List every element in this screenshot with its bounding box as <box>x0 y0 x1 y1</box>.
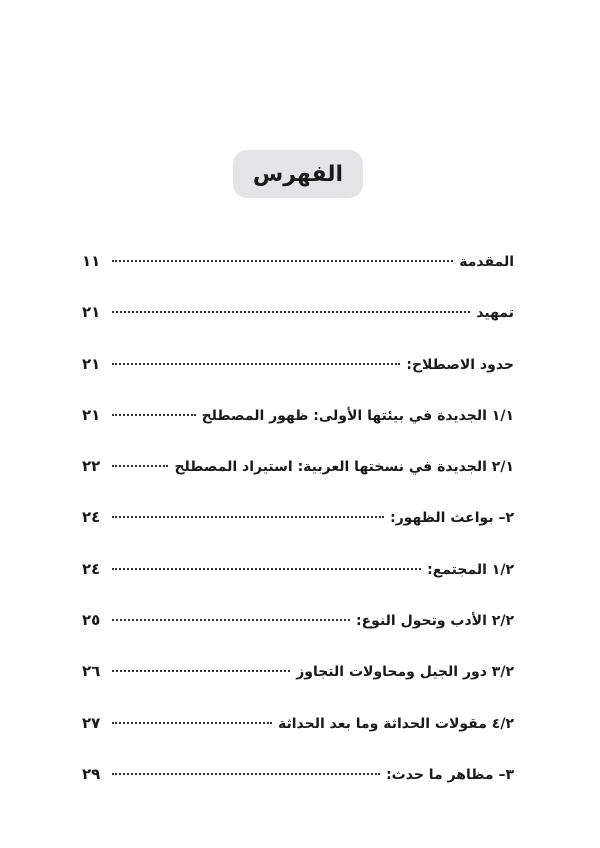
toc-page-number: ٢١ <box>82 303 101 322</box>
toc-entry-title: المقدمة <box>459 254 514 270</box>
dot-leader <box>112 311 470 313</box>
toc-entry <box>82 611 514 662</box>
dot-leader <box>112 670 290 672</box>
toc-entry <box>82 355 514 406</box>
toc-page-number: ٢١ <box>82 405 101 424</box>
dot-leader <box>112 773 380 775</box>
page-title: الفهرس <box>252 161 344 187</box>
toc-title-box <box>233 150 363 198</box>
toc-entry-title: ١/١ الجديدة في بيئتها الأولى: ظهور المصطلح <box>201 407 514 424</box>
dot-leader <box>112 260 453 262</box>
dot-leader <box>112 414 196 416</box>
toc-entry-title: ١/٢ المجتمع: <box>427 561 514 578</box>
toc-entry <box>82 406 514 457</box>
toc-entry-title: ٣/٢ دور الجيل ومحاولات التجاوز <box>296 664 514 681</box>
toc-page-number: ٢٢ <box>82 457 101 476</box>
toc-entry-title: تمهيد <box>476 305 514 322</box>
toc-page-number: ٢٥ <box>82 611 101 630</box>
dot-leader <box>112 722 272 724</box>
toc-entry-title: حدود الاصطلاح: <box>406 356 514 373</box>
toc-page-number: ٢٤ <box>82 508 101 527</box>
toc-entry-title: ٣– مظاهر ما حدث: <box>386 766 514 783</box>
toc-entry <box>82 662 514 713</box>
toc-page-number: ٢٩ <box>82 764 101 783</box>
dot-leader <box>112 619 350 621</box>
toc-entry <box>82 303 514 354</box>
toc-page-number: ٢١ <box>82 354 101 373</box>
dot-leader <box>112 516 384 518</box>
toc-entry-title: ٢/٢ الأدب وتحول النوع: <box>356 613 514 630</box>
dot-leader <box>112 363 400 365</box>
dot-leader <box>112 465 168 467</box>
toc-page-number: ١١ <box>82 252 101 270</box>
toc-entry <box>82 560 514 611</box>
toc-entry-title: ٤/٢ مقولات الحداثة وما بعد الحداثة <box>277 715 514 732</box>
dot-leader <box>112 568 421 570</box>
toc-entry <box>82 252 514 303</box>
toc-entry-title: ٢– بواعث الظهور: <box>390 510 514 527</box>
toc-entry <box>82 508 514 559</box>
toc-entry <box>82 765 514 816</box>
toc-page-number: ٢٧ <box>82 713 101 732</box>
toc-entry-title: ٢/١ الجديدة في نسختها العربية: استيراد المصطلح <box>174 459 514 476</box>
toc-page-number: ٢٤ <box>82 559 101 578</box>
toc-page-number: ٢٦ <box>82 662 101 681</box>
toc-entry <box>82 457 514 508</box>
table-of-contents <box>82 252 514 816</box>
toc-entry <box>82 714 514 765</box>
